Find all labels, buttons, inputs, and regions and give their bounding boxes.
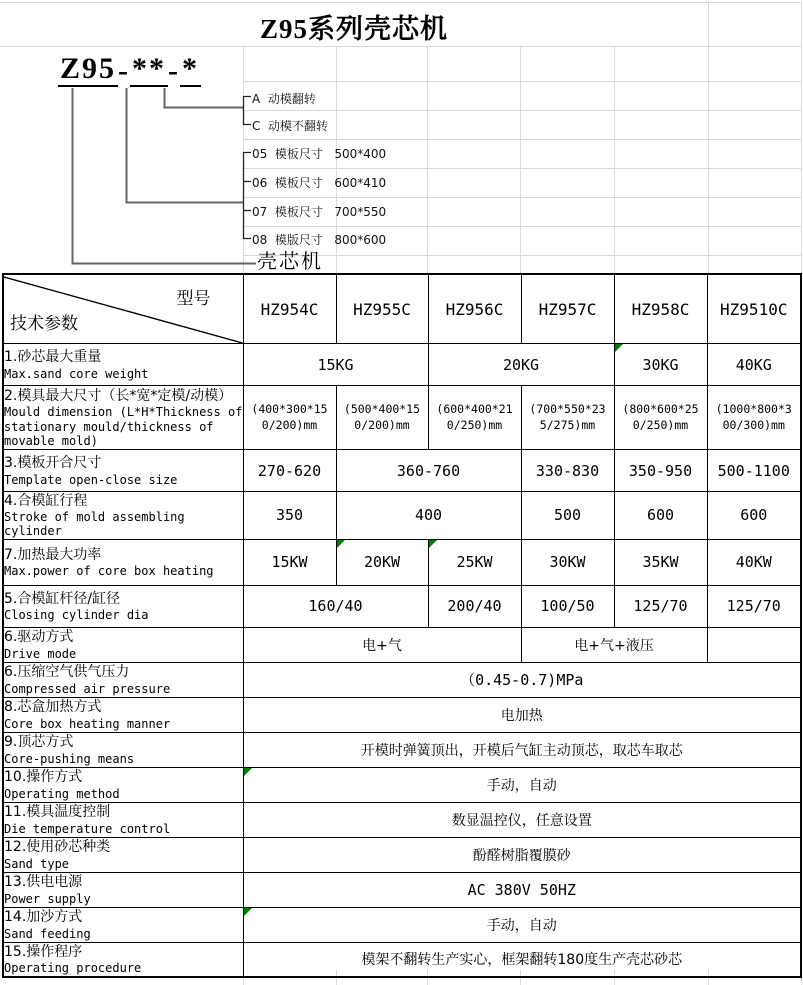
row-label-en: Drive mode — [4, 646, 77, 661]
model-column-HZ955C: HZ955C — [336, 274, 428, 344]
row-label — [3, 585, 243, 627]
value-cell: 360-760 — [336, 450, 521, 492]
row-label-cn: 8.芯盒加热方式 — [4, 699, 102, 716]
value-cell: 500-1100 — [707, 450, 801, 492]
corner-label-model: 型号 — [176, 289, 211, 309]
value-cell: 电+气 — [243, 627, 521, 662]
row-label-cn: 2.模具最大尺寸（长*宽*定模/动模） — [4, 388, 233, 405]
value-cell: 15KG — [243, 344, 428, 386]
value-cell: 40KG — [707, 344, 801, 386]
row-label — [3, 492, 243, 540]
row-label-en: Mould dimension (L*H*Thickness of stationary mould/thickness of movable mold) — [4, 405, 243, 448]
page-title: Z95系列壳芯机 — [259, 14, 448, 44]
row-label-en: Max.power of core box heating — [4, 564, 214, 579]
value-cell: (400*300*150/200)mm — [243, 386, 336, 450]
row-label — [3, 837, 243, 872]
value-cell: 200/40 — [428, 585, 521, 627]
spec-row — [3, 627, 801, 662]
value-cell: (600*400*210/250)mm — [428, 386, 521, 450]
value-cell: 手动，自动 — [243, 767, 801, 802]
value-cell: 酚醛树脂覆膜砂 — [243, 837, 801, 872]
value-cell: 模架不翻转生产实心，框架翻转180度生产壳芯砂芯 — [243, 942, 801, 977]
spec-row — [3, 837, 801, 872]
spec-row — [3, 662, 801, 697]
value-cell: 20KG — [428, 344, 614, 386]
value-cell: 30KG — [614, 344, 707, 386]
value-cell: 35KW — [614, 539, 707, 585]
spec-row — [3, 767, 801, 802]
row-label — [3, 767, 243, 802]
row-label-en: Compressed air pressure — [4, 681, 171, 696]
model-column-HZ9510C: HZ9510C — [707, 274, 801, 344]
value-cell: 25KW — [428, 539, 521, 585]
row-label — [3, 627, 243, 662]
branch-label-a: A 动模翻转 — [252, 92, 316, 106]
model-code-size-digits: ** — [132, 52, 167, 85]
value-cell: 600 — [614, 492, 707, 540]
row-label-cn: 12.使用砂芯种类 — [4, 839, 111, 856]
row-label-cn: 6.压缩空气供气压力 — [4, 664, 130, 681]
value-cell: (500*400*150/200)mm — [336, 386, 428, 450]
row-label-cn: 10.操作方式 — [4, 769, 83, 786]
spec-row — [3, 450, 801, 492]
row-label-cn: 13.供电电源 — [4, 874, 83, 891]
model-code-type-digit: * — [182, 52, 200, 85]
spec-row — [3, 802, 801, 837]
row-label — [3, 662, 243, 697]
value-cell: 手动，自动 — [243, 907, 801, 942]
value-cell: 330-830 — [521, 450, 614, 492]
row-label — [3, 386, 243, 450]
value-cell: (700*550*235/275)mm — [521, 386, 614, 450]
row-label-en: Power supply — [4, 891, 91, 906]
row-label-cn: 9.顶芯方式 — [4, 734, 74, 751]
row-label-cn: 4.合模缸行程 — [4, 493, 88, 509]
model-code-series: Z95 — [60, 52, 117, 85]
value-cell: 开模时弹簧顶出，开模后气缸主动顶芯，取芯车取芯 — [243, 732, 801, 767]
value-cell: 电加热 — [243, 697, 801, 732]
model-column-HZ956C: HZ956C — [428, 274, 521, 344]
spec-row — [3, 585, 801, 627]
branch-label-size-07: 07 模板尺寸 700*550 — [252, 205, 387, 219]
value-cell: 270-620 — [243, 450, 336, 492]
row-label-cn: 3.模板开合尺寸 — [4, 455, 102, 472]
spec-row — [3, 732, 801, 767]
row-label — [3, 872, 243, 907]
value-cell: 20KW — [336, 539, 428, 585]
spec-row — [3, 907, 801, 942]
row-label-cn: 7.加热最大功率 — [4, 546, 102, 563]
model-code-dash: - — [118, 54, 131, 87]
spec-row — [3, 697, 801, 732]
value-cell: 350 — [243, 492, 336, 540]
row-label — [3, 907, 243, 942]
row-label — [3, 450, 243, 492]
row-label-en: Sand feeding — [4, 926, 91, 941]
model-code — [58, 53, 201, 87]
model-column-HZ958C: HZ958C — [614, 274, 707, 344]
spec-row — [3, 492, 801, 540]
value-cell: 125/70 — [614, 585, 707, 627]
value-cell: 40KW — [707, 539, 801, 585]
row-label-cn: 14.加沙方式 — [4, 909, 83, 926]
machine-type-label: 壳芯机 — [257, 249, 323, 273]
row-label-en: Operating method — [4, 786, 120, 801]
spec-table — [2, 273, 802, 978]
row-label — [3, 697, 243, 732]
row-label-en: Template open-close size — [4, 472, 178, 487]
row-label-en: Closing cylinder dia — [4, 608, 149, 623]
value-cell: 15KW — [243, 539, 336, 585]
spec-row — [3, 942, 801, 977]
table-corner-cell — [3, 274, 243, 344]
value-cell: 100/50 — [521, 585, 614, 627]
value-cell: 400 — [336, 492, 521, 540]
spec-row — [3, 539, 801, 585]
row-label-en: Max.sand core weight — [4, 366, 149, 381]
spec-row — [3, 872, 801, 907]
row-label — [3, 942, 243, 977]
row-label-en: Die temperature control — [4, 821, 171, 836]
value-cell: 电+气+液压 — [521, 627, 707, 662]
row-label-cn: 1.砂芯最大重量 — [4, 349, 102, 366]
row-label-cn: 6.驱动方式 — [4, 629, 74, 646]
value-cell: 125/70 — [707, 585, 801, 627]
row-label-en: Stroke of mold assembling cylinder — [4, 510, 185, 539]
spec-row — [3, 344, 801, 386]
value-cell: 数显温控仪，任意设置 — [243, 802, 801, 837]
branch-label-size-08: 08 模版尺寸 800*600 — [252, 233, 387, 247]
row-label — [3, 344, 243, 386]
model-column-HZ954C: HZ954C — [243, 274, 336, 344]
row-label-cn: 5.合模缸杆径/缸径 — [4, 590, 121, 607]
model-column-HZ957C: HZ957C — [521, 274, 614, 344]
corner-label-params: 技术参数 — [10, 314, 78, 334]
row-label-cn: 11.模具温度控制 — [4, 804, 111, 821]
row-label-en: Sand type — [4, 856, 70, 871]
value-cell: 30KW — [521, 539, 614, 585]
value-cell: (800*600*250/250)mm — [614, 386, 707, 450]
model-code-dash: - — [168, 54, 181, 87]
branch-label-size-06: 06 模板尺寸 600*410 — [252, 176, 387, 190]
value-cell: （0.45-0.7)MPa — [243, 662, 801, 697]
spec-row — [3, 386, 801, 450]
row-label-en: Core box heating manner — [4, 716, 171, 731]
branch-label-size-05: 05 模板尺寸 500*400 — [252, 147, 387, 161]
value-cell: 160/40 — [243, 585, 428, 627]
row-label-en: Core-pushing means — [4, 751, 135, 766]
value-cell: 350-950 — [614, 450, 707, 492]
value-cell: (1000*800*300/300)mm — [707, 386, 801, 450]
value-cell: 500 — [521, 492, 614, 540]
row-label-en: Operating procedure — [4, 961, 142, 976]
row-label — [3, 539, 243, 585]
value-cell: 600 — [707, 492, 801, 540]
row-label — [3, 802, 243, 837]
value-cell: AC 380V 50HZ — [243, 872, 801, 907]
value-cell — [707, 627, 801, 662]
branch-label-c: C 动模不翻转 — [252, 119, 329, 133]
row-label-cn: 15.操作程序 — [4, 944, 83, 961]
row-label — [3, 732, 243, 767]
